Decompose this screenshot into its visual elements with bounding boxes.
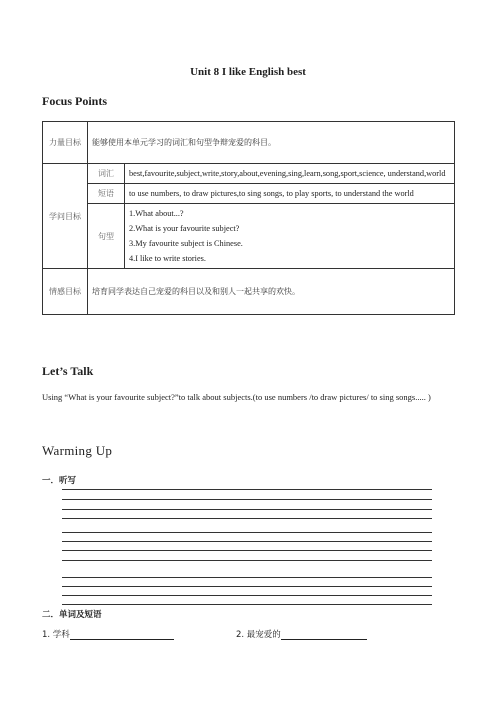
writing-line (62, 586, 432, 587)
writing-line (62, 577, 432, 578)
writing-line (62, 532, 432, 533)
writing-line (62, 595, 432, 596)
table-row (43, 122, 455, 164)
sentence-item: 2.What is your favourite subject? (129, 224, 240, 233)
writing-line (62, 509, 432, 510)
vocab-heading: 二．单词及短语 (42, 610, 102, 620)
writing-line (62, 604, 432, 605)
sentence-list (125, 204, 455, 269)
lets-talk-heading: Let’s Talk (42, 364, 94, 378)
writing-line (62, 518, 432, 519)
sentence-item: 1.What about...? (129, 209, 184, 218)
answer-blank[interactable] (281, 630, 367, 640)
vocab-item-2 (236, 628, 367, 640)
vocab-item-1 (42, 628, 174, 640)
table-row (43, 164, 455, 184)
writing-line (62, 541, 432, 542)
writing-line (62, 489, 432, 490)
sentence-label: 句型 (88, 204, 125, 269)
sentence-item: 3.My favourite subject is Chinese. (129, 239, 243, 248)
page-title: Unit 8 I like English best (190, 66, 306, 78)
sentence-item: 4.I like to write stories. (129, 254, 206, 263)
writing-line (62, 499, 432, 500)
warming-up-heading: Warming Up (42, 443, 113, 458)
writing-line (62, 560, 432, 561)
lets-talk-text: Using “What is your favourite subject?”to talk about subjects.(to use numbers /to draw pictures/ to sing songs..... ) (42, 392, 431, 402)
vocab-text: best,favourite,subject,write,story,about,evening,sing,learn,song,sport,science, understand,world (125, 164, 455, 184)
emotion-goal-label: 情感目标 (43, 269, 88, 315)
dictation-heading: 一．听写 (42, 476, 77, 486)
table-row (43, 184, 455, 204)
knowledge-goal-label: 力量目标 (43, 122, 88, 164)
vocab-prompt: 2. 最宠爱的 (236, 630, 281, 640)
goals-table (42, 121, 455, 315)
answer-blank[interactable] (70, 630, 174, 640)
vocab-label: 词汇 (88, 164, 125, 184)
phrase-label: 短语 (88, 184, 125, 204)
focus-points-heading: Focus Points (42, 94, 108, 108)
study-goal-label: 学问目标 (43, 164, 88, 269)
knowledge-goal-text: 能够使用本单元学习的词汇和句型争辩宠爱的科目。 (88, 122, 455, 164)
emotion-goal-text: 培育同学表达自己宠爱的科目以及和别人一起共享的欢快。 (88, 269, 455, 315)
table-row (43, 204, 455, 269)
table-row (43, 269, 455, 315)
writing-line (62, 550, 432, 551)
vocab-prompt: 1. 学科 (42, 630, 70, 640)
phrase-text: to use numbers, to draw pictures,to sing songs, to play sports, to understand the world (125, 184, 455, 204)
